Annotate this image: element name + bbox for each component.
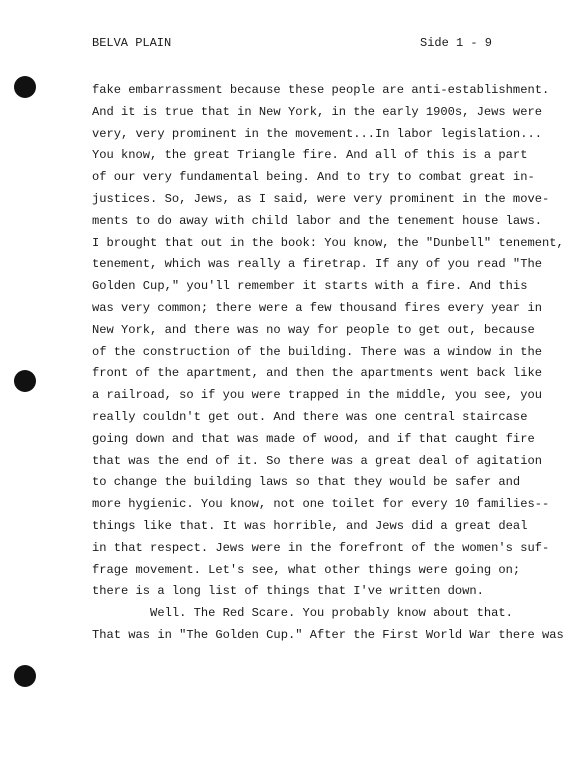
header-page-label: Side 1 - 9 [420,36,493,50]
text-line: to change the building laws so that they would be safer and [92,475,521,490]
text-line: more hygienic. You know, not one toilet for every 10 families-- [92,497,550,512]
text-line: a railroad, so if you were trapped in the middle, you see, you [92,388,542,403]
binder-hole-middle [14,370,36,392]
header-author: BELVA PLAIN [92,36,172,50]
text-line: ments to do away with child labor and the tenement house laws. [92,213,542,228]
transcript-body [92,80,562,647]
text-line: in that respect. Jews were in the forefront of the women's suf- [92,540,550,555]
binder-hole-top [14,76,36,98]
text-line: there is a long list of things that I've written down. [92,584,484,599]
text-line: of our very fundamental being. And to try to combat great in- [92,170,535,185]
text-line: frage movement. Let's see, what other things were going on; [92,562,521,577]
text-line: You know, the great Triangle fire. And all of this is a part [92,148,528,163]
text-line: New York, and there was no way for people to get out, because [92,322,535,337]
text-line: things like that. It was horrible, and Jews did a great deal [92,518,528,533]
text-line: I brought that out in the book: You know, the "Dunbell" tenement, [92,235,564,250]
text-line: very, very prominent in the movement...In labor legislation... [92,126,542,141]
text-line: was very common; there were a few thousand fires every year in [92,300,542,315]
binder-hole-bottom [14,665,36,687]
text-line: Well. The Red Scare. You probably know about that. [92,606,513,621]
text-line: tenement, which was really a firetrap. If any of you read "The [92,257,542,272]
text-line: Golden Cup," you'll remember it starts with a fire. And this [92,279,528,294]
text-line: That was in "The Golden Cup." After the First World War there was [92,627,564,642]
text-line: And it is true that in New York, in the early 1900s, Jews were [92,104,542,119]
text-line: that was the end of it. So there was a great deal of agitation [92,453,542,468]
text-line: fake embarrassment because these people are anti-establishment. [92,83,550,97]
text-line: of the construction of the building. There was a window in the [92,344,542,359]
text-line: really couldn't get out. And there was one central staircase [92,409,528,424]
text-line: going down and that was made of wood, and if that caught fire [92,431,535,446]
text-line: justices. So, Jews, as I said, were very prominent in the move- [92,191,550,206]
text-line: front of the apartment, and then the apartments went back like [92,366,542,381]
